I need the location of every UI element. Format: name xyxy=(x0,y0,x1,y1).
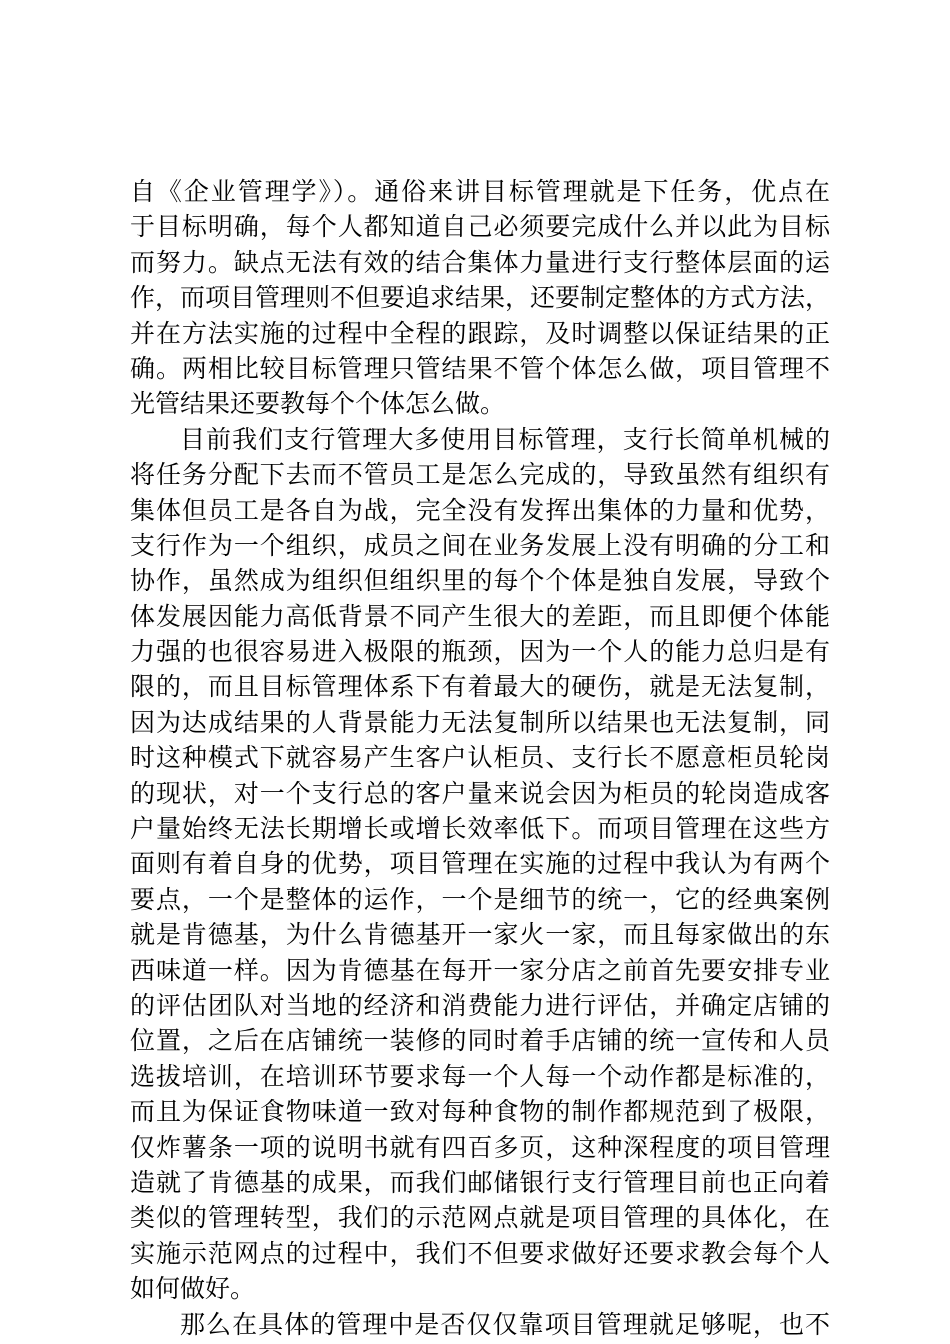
text-line: 而且为保证食物味道一致对每种食物的制作都规范到了极限， xyxy=(130,1097,830,1127)
text-line: 目前我们支行管理大多使用目标管理，支行长简单机械的 xyxy=(180,424,830,454)
text-line: 确。两相比较目标管理只管结果不管个体怎么做，项目管理不 xyxy=(130,353,830,383)
text-line: 的现状，对一个支行总的客户量来说会因为柜员的轮岗造成客 xyxy=(130,778,830,808)
text-line: 户量始终无法长期增长或增长效率低下。而项目管理在这些方 xyxy=(130,814,830,844)
text-line: 实施示范网点的过程中，我们不但要求做好还要求教会每个人 xyxy=(130,1238,830,1268)
text-line: 那么在具体的管理中是否仅仅靠项目管理就足够呢，也不 xyxy=(180,1309,830,1339)
text-line: 并在方法实施的过程中全程的跟踪，及时调整以保证结果的正 xyxy=(130,318,830,348)
text-line: 因为达成结果的人背景能力无法复制所以结果也无法复制，同 xyxy=(130,707,830,737)
text-line: 类似的管理转型，我们的示范网点就是项目管理的具体化，在 xyxy=(130,1203,830,1233)
text-line: 作，而项目管理则不但要追求结果，还要制定整体的方式方法， xyxy=(130,283,831,313)
text-line: 于目标明确，每个人都知道自己必须要完成什么并以此为目标 xyxy=(130,212,830,242)
text-line: 集体但员工是各自为战，完全没有发挥出集体的力量和优势， xyxy=(130,495,830,525)
text-line: 时这种模式下就容易产生客户认柜员、支行长不愿意柜员轮岗 xyxy=(130,743,830,773)
text-line: 面则有着自身的优势，项目管理在实施的过程中我认为有两个 xyxy=(130,849,830,879)
text-line: 要点，一个是整体的运作，一个是细节的统一，它的经典案例 xyxy=(130,884,830,914)
text-line: 仅炸薯条一项的说明书就有四百多页，这种深程度的项目管理 xyxy=(130,1132,830,1162)
text-line: 而努力。缺点无法有效的结合集体力量进行支行整体层面的运 xyxy=(130,247,830,277)
text-line: 光管结果还要教每个个体怎么做。 xyxy=(130,389,506,419)
text-line: 位置，之后在店铺统一装修的同时着手店铺的统一宣传和人员 xyxy=(130,1026,830,1056)
text-line: 西味道一样。因为肯德基在每开一家分店之前首先要安排专业 xyxy=(130,955,830,985)
body-text xyxy=(130,174,830,1342)
text-line: 如何做好。 xyxy=(130,1274,256,1304)
text-line: 体发展因能力高低背景不同产生很大的差距，而且即便个体能 xyxy=(130,601,830,631)
text-line: 选拔培训，在培训环节要求每一个人每一个动作都是标准的， xyxy=(130,1061,830,1091)
text-line: 将任务分配下去而不管员工是怎么完成的，导致虽然有组织有 xyxy=(130,460,830,490)
text-line: 力强的也很容易进入极限的瓶颈，因为一个人的能力总归是有 xyxy=(130,637,830,667)
text-line: 支行作为一个组织，成员之间在业务发展上没有明确的分工和 xyxy=(130,530,830,560)
text-line: 协作，虽然成为组织但组织里的每个个体是独自发展，导致个 xyxy=(130,566,830,596)
text-line: 限的，而且目标管理体系下有着最大的硬伤，就是无法复制， xyxy=(130,672,830,702)
text-line: 自《企业管理学》）。通俗来讲目标管理就是下任务，优点在 xyxy=(130,177,830,206)
text-line: 就是肯德基，为什么肯德基开一家火一家，而且每家做出的东 xyxy=(130,920,830,950)
text-line: 的评估团队对当地的经济和消费能力进行评估，并确定店铺的 xyxy=(130,990,830,1020)
text-line: 造就了肯德基的成果，而我们邮储银行支行管理目前也正向着 xyxy=(130,1167,830,1197)
